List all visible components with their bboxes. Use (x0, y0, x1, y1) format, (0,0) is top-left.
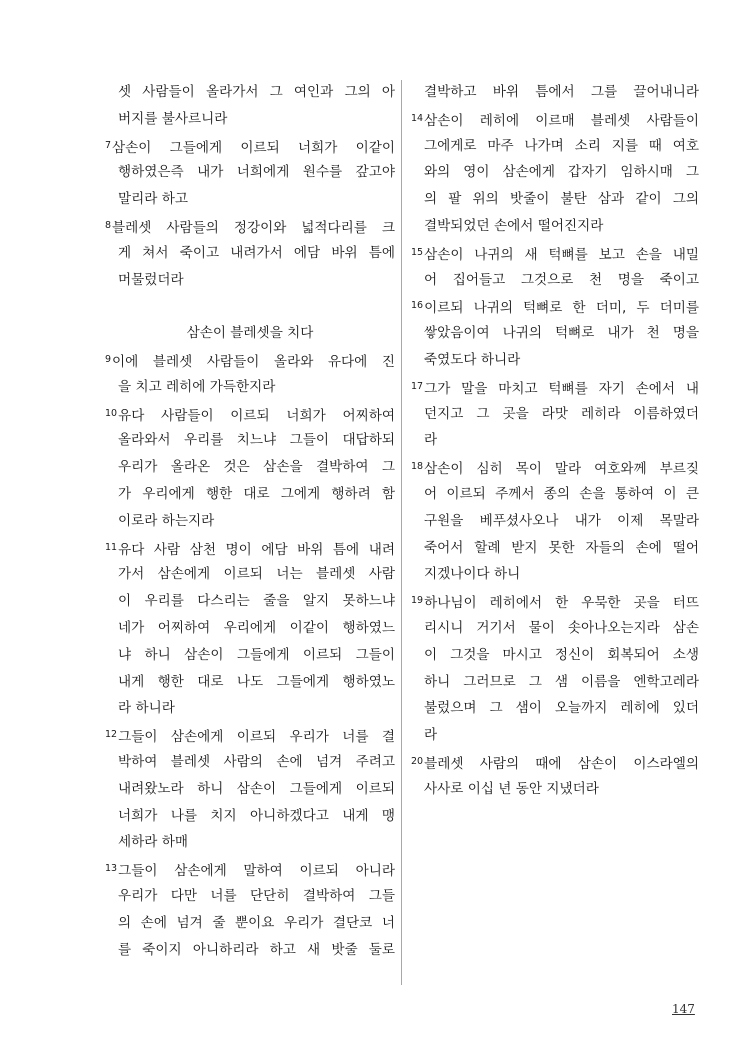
text-line (411, 267, 699, 294)
left-column (105, 79, 395, 963)
line-text: 라 하니라 (118, 700, 175, 717)
line-text: 셋 사람들이 올라가서 그 여인과 그의 아 (118, 84, 395, 100)
text-line (105, 186, 395, 213)
line-text: 유다 사람 삼천 명이 에담 바위 틈에 내려 (118, 541, 395, 558)
line-text: 이에 블레셋 사람들이 올라와 유다에 진 (112, 353, 395, 370)
text-line (411, 615, 699, 642)
line-text: 쌓았음이여 나귀의 턱뼈로 내가 천 명을 (424, 325, 699, 342)
verse-number: 9 (105, 353, 112, 365)
text-line (105, 267, 395, 294)
verse-number: 19 (411, 595, 424, 607)
line-text: 블레셋 사람의 때에 삼손이 이스라엘의 (424, 755, 699, 772)
text-line (411, 133, 699, 160)
line-text: 삼손이 심히 목이 말라 여호와께 부르짖 (424, 461, 699, 478)
text-line (411, 776, 699, 803)
line-text: 사사로 이십 년 동안 지냈더라 (424, 780, 599, 797)
text-line (411, 508, 699, 535)
text-line (411, 454, 699, 481)
text-line (411, 535, 699, 562)
text-line (411, 695, 699, 722)
line-text: 내려왔노라 하니 삼손이 그들에게 이르되 (118, 780, 395, 797)
line-text: 의 팔 위의 밧줄이 불탄 삼과 같이 그의 (424, 191, 699, 208)
line-text: 하나님이 레히에서 한 우묵한 곳을 터뜨 (424, 595, 699, 612)
line-text: 삼손이 나귀의 새 턱뼈를 보고 손을 내밀 (424, 246, 699, 263)
line-text: 내게 행한 대로 나도 그들에게 행하였노 (118, 673, 395, 690)
line-text: 어 집어들고 그것으로 천 명을 죽이고 (424, 271, 699, 288)
line-text: 우리가 다만 너를 단단히 결박하여 그들 (118, 887, 395, 904)
text-line (105, 106, 395, 133)
line-text: 결박하고 바위 틈에서 그를 끌어내니라 (424, 84, 699, 100)
text-line (411, 374, 699, 401)
text-line (105, 642, 395, 669)
page-number: 147 (672, 1002, 695, 1016)
line-text: 네가 어찌하여 우리에게 이같이 행하였느 (118, 619, 395, 636)
text-line (105, 695, 395, 722)
line-text: 삼손이 레히에 이르매 블레셋 사람들이 (424, 112, 699, 129)
text-line (105, 749, 395, 776)
text-line (105, 561, 395, 588)
text-line (105, 883, 395, 910)
verse-number: 20 (411, 755, 424, 767)
text-line (411, 722, 699, 749)
line-text: 유다 사람들이 이르되 너희가 어찌하여 (118, 407, 395, 424)
text-line (105, 374, 395, 401)
text-line (105, 454, 395, 481)
line-text: 블레셋 사람들의 정강이와 넓적다리를 크 (112, 219, 395, 236)
text-line (411, 561, 699, 588)
verse-number: 10 (105, 407, 118, 419)
line-text: 구원을 베푸셨사오나 내가 이제 목말라 (424, 512, 699, 529)
line-text: 을 치고 레히에 가득한지라 (118, 378, 276, 395)
text-line (411, 79, 699, 106)
column-divider (401, 80, 402, 985)
text-line (411, 481, 699, 508)
line-text: 올라와서 우리를 치느냐 그들이 대답하되 (118, 432, 395, 449)
text-line (105, 615, 395, 642)
text-line (411, 213, 699, 240)
text-line (105, 347, 395, 374)
text-line (105, 669, 395, 696)
text-line (411, 427, 699, 454)
line-text: 게 쳐서 죽이고 내려가서 에담 바위 틈에 (118, 244, 395, 261)
text-line (105, 776, 395, 803)
text-line (105, 535, 395, 562)
line-text: 그가 말을 마치고 턱뼈를 자기 손에서 내 (424, 380, 699, 397)
line-text: 죽였도다 하니라 (424, 351, 521, 368)
text-line (411, 749, 699, 776)
text-line (105, 481, 395, 508)
text-line (411, 347, 699, 374)
line-text: 이르되 나귀의 턱뼈로 한 더미, 두 더미를 (424, 300, 699, 317)
line-text: 던지고 그 곳을 라맛 레히라 이름하였더 (424, 405, 699, 422)
text-line (105, 937, 395, 964)
section-heading (105, 320, 395, 347)
text-line (105, 159, 395, 186)
line-text: 가서 삼손에게 이르되 너는 블레셋 사람 (118, 566, 395, 583)
line-text: 말리라 하고 (118, 191, 188, 208)
line-text: 머물렀더라 (118, 271, 184, 288)
line-text: 그에게로 마주 나가며 소리 지를 때 여호 (424, 137, 699, 154)
text-line (105, 722, 395, 749)
line-text: 버지를 불사르니라 (118, 110, 228, 127)
text-line (105, 588, 395, 615)
line-text: 리시니 거기서 물이 솟아나오는지라 삼손 (424, 619, 699, 636)
text-line (105, 213, 395, 240)
text-line (411, 293, 699, 320)
verse-number: 12 (105, 729, 118, 741)
text-line (411, 401, 699, 428)
line-text: 우리가 올라온 것은 삼손을 결박하여 그 (118, 459, 395, 476)
line-text: 그들이 삼손에게 말하여 이르되 아니라 (118, 863, 395, 880)
text-line (105, 508, 395, 535)
text-line (411, 186, 699, 213)
text-line (411, 642, 699, 669)
text-line (411, 669, 699, 696)
verse-number: 17 (411, 380, 424, 392)
line-text: 가 우리에게 행한 대로 그에게 행하려 함 (118, 485, 395, 502)
verse-number: 18 (411, 461, 424, 473)
verse-number: 11 (105, 541, 118, 553)
line-text: 결박되었던 손에서 떨어진지라 (424, 217, 604, 234)
line-text: 어 이르되 주께서 종의 손을 통하여 이 큰 (424, 485, 699, 502)
line-text: 행하였은즉 내가 너희에게 원수를 갚고야 (118, 164, 395, 181)
line-text: 하니 그러므로 그 샘 이름을 엔학고레라 (424, 673, 699, 690)
line-text: 이 그것을 마시고 정신이 회복되어 소생 (424, 646, 699, 663)
line-text: 라 (424, 727, 438, 744)
text-line (105, 79, 395, 106)
text-line (411, 320, 699, 347)
line-text: 라 (424, 432, 438, 449)
line-text: 이 우리를 다스리는 줄을 알지 못하느냐 (118, 593, 395, 610)
text-line (105, 240, 395, 267)
line-text: 의 손에 넘겨 줄 뿐이요 우리가 결단코 너 (118, 914, 395, 931)
line-text: 박하여 블레셋 사람의 손에 넘겨 주려고 (118, 753, 395, 770)
text-line (105, 910, 395, 937)
line-text: 와의 영이 삼손에게 갑자기 임하시매 그 (424, 164, 699, 181)
blank-line (105, 293, 395, 320)
text-line (105, 427, 395, 454)
line-text: 지겠나이다 하니 (424, 566, 521, 583)
verse-number: 16 (411, 300, 424, 312)
text-line (105, 401, 395, 428)
text-line (411, 106, 699, 133)
line-text: 세하라 하매 (118, 834, 188, 851)
line-text: 죽어서 할례 받지 못한 자들의 손에 떨어 (424, 539, 699, 556)
text-line (105, 856, 395, 883)
text-line (411, 588, 699, 615)
line-text: 너희가 나를 치지 아니하겠다고 내게 맹 (118, 807, 395, 824)
line-text: 를 죽이지 아니하리라 하고 새 밧줄 둘로 (118, 941, 395, 958)
line-text: 삼손이 그들에게 이르되 너희가 이같이 (112, 139, 395, 156)
text-line (411, 240, 699, 267)
text-line (105, 133, 395, 160)
right-column (411, 79, 699, 803)
text-line (105, 829, 395, 856)
line-text: 이로라 하는지라 (118, 512, 215, 529)
line-text: 냐 하니 삼손이 그들에게 이르되 그들이 (118, 646, 395, 663)
text-line (411, 159, 699, 186)
verse-number: 15 (411, 246, 424, 258)
verse-number: 13 (105, 863, 118, 875)
line-text: 삼손이 블레셋을 치다 (186, 325, 314, 342)
verse-number: 14 (411, 112, 424, 124)
line-text: 불렀으며 그 샘이 오늘까지 레히에 있더 (424, 700, 699, 717)
verse-number: 8 (105, 219, 112, 231)
line-text: 그들이 삼손에게 이르되 우리가 너를 결 (118, 729, 395, 746)
verse-number: 7 (105, 139, 112, 151)
text-line (105, 803, 395, 830)
